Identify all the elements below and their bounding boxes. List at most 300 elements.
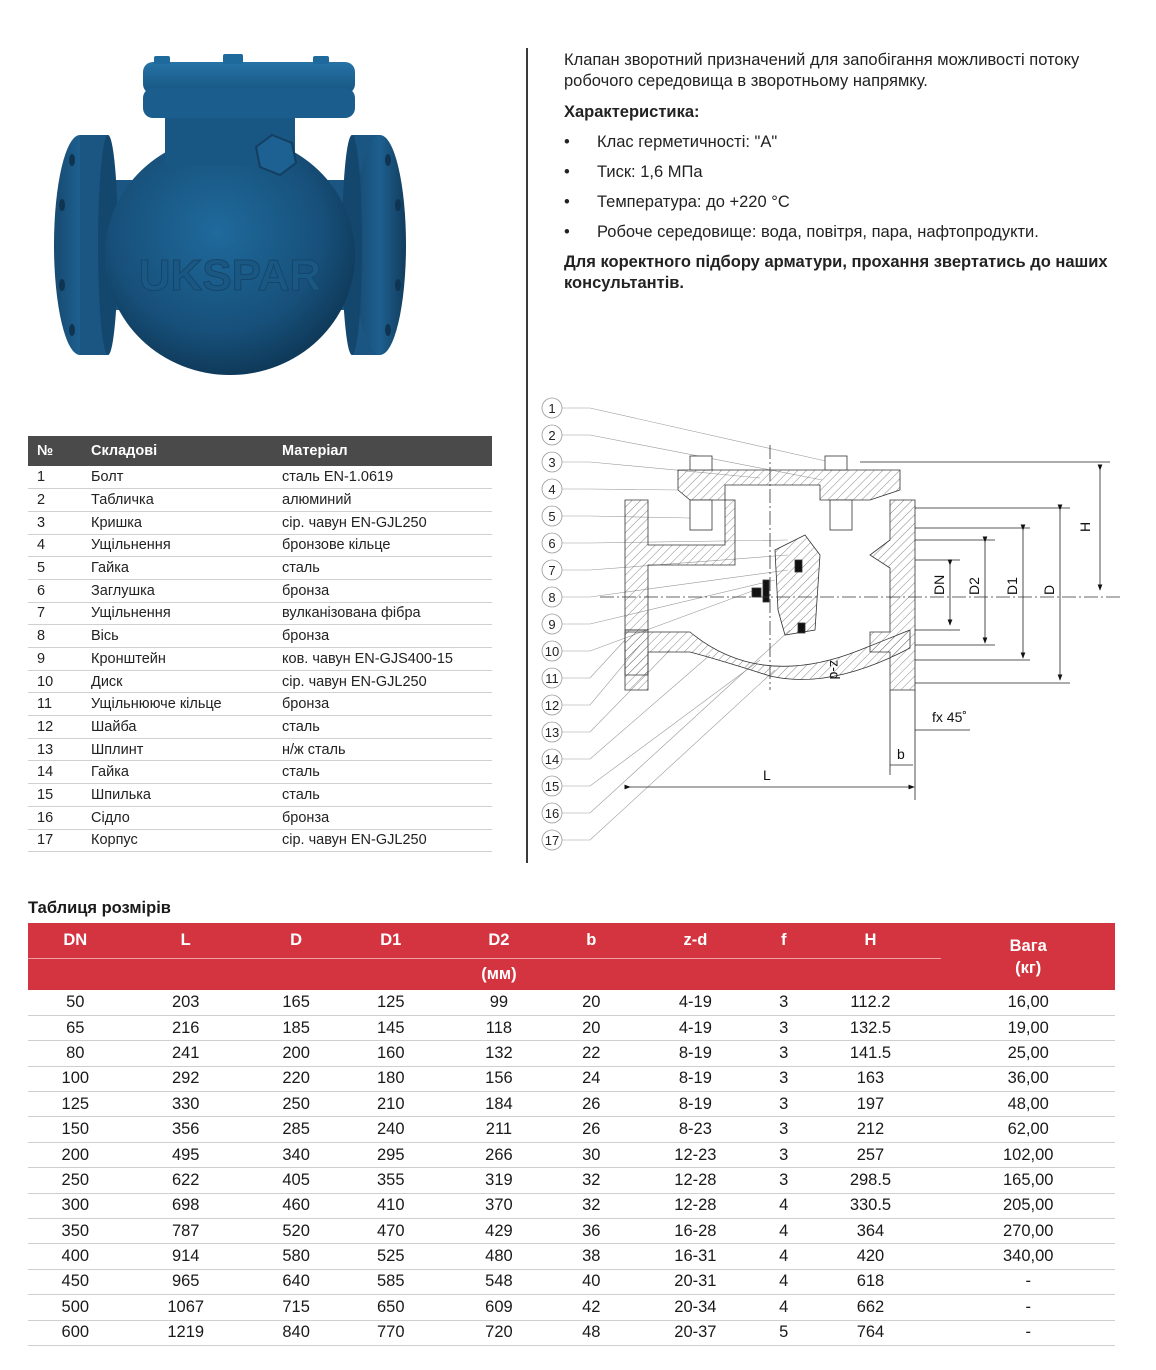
sizes-cell-l: 622 — [123, 1168, 249, 1193]
sizes-cell-f: 3 — [768, 990, 800, 1015]
sizes-cell-dn: 100 — [28, 1066, 123, 1091]
parts-row — [28, 557, 492, 580]
callout-number: 11 — [545, 671, 559, 686]
callout-1 — [542, 398, 830, 462]
sizes-cell-f: 4 — [768, 1295, 800, 1320]
sizes-cell-h: 257 — [800, 1142, 942, 1167]
sizes-cell-d: 220 — [249, 1066, 344, 1091]
sizes-cell-d2: 99 — [438, 990, 560, 1015]
callout-leader — [562, 650, 670, 732]
sizes-cell-d2: 720 — [438, 1320, 560, 1345]
parts-cell-number: 7 — [28, 602, 82, 625]
parts-cell-number: 1 — [28, 466, 82, 489]
technical-drawing — [530, 390, 1130, 860]
sizes-cell-h: 298.5 — [800, 1168, 942, 1193]
sizes-cell-weight: 16,00 — [941, 990, 1115, 1015]
sizes-row — [28, 1015, 1115, 1040]
sizes-cell-d: 405 — [249, 1168, 344, 1193]
callout-number: 15 — [544, 779, 560, 794]
callout-number: 10 — [544, 644, 560, 659]
callout-number: 13 — [544, 725, 560, 740]
callout-17 — [542, 670, 775, 850]
sizes-cell-dn: 300 — [28, 1193, 123, 1218]
sizes-cell-h: 141.5 — [800, 1041, 942, 1066]
sizes-cell-b: 40 — [560, 1269, 623, 1294]
parts-cell-material: сір. чавун EN-GJL250 — [273, 829, 492, 852]
callout-15 — [542, 660, 760, 796]
sizes-cell-d1: 410 — [343, 1193, 438, 1218]
parts-cell-component: Ущільнення — [82, 534, 273, 557]
parts-cell-component: Табличка — [82, 489, 273, 512]
sizes-table — [28, 923, 1115, 1346]
sizes-cell-d: 340 — [249, 1142, 344, 1167]
sizes-cell-l: 330 — [123, 1092, 249, 1117]
sizes-cell-zd: 4-19 — [623, 1015, 768, 1040]
sizes-cell-d1: 295 — [343, 1142, 438, 1167]
parts-cell-component: Сідло — [82, 806, 273, 829]
parts-cell-number: 16 — [28, 806, 82, 829]
sizes-cell-dn: 125 — [28, 1092, 123, 1117]
parts-row — [28, 761, 492, 784]
sizes-cell-h: 364 — [800, 1219, 942, 1244]
parts-cell-material: вулканізована фібра — [273, 602, 492, 625]
parts-cell-number: 14 — [28, 761, 82, 784]
sizes-cell-f: 3 — [768, 1168, 800, 1193]
sizes-cell-d2: 156 — [438, 1066, 560, 1091]
sizes-cell-d: 285 — [249, 1117, 344, 1142]
sizes-cell-dn: 400 — [28, 1244, 123, 1269]
parts-cell-component: Ущільнення — [82, 602, 273, 625]
sizes-cell-d: 520 — [249, 1219, 344, 1244]
sizes-cell-d1: 770 — [343, 1320, 438, 1345]
parts-row — [28, 489, 492, 512]
sizes-cell-weight: 102,00 — [941, 1142, 1115, 1167]
sizes-cell-f: 4 — [768, 1269, 800, 1294]
sizes-cell-d: 640 — [249, 1269, 344, 1294]
parts-cell-material: бронза — [273, 625, 492, 648]
sizes-cell-d1: 470 — [343, 1219, 438, 1244]
parts-cell-material: н/ж сталь — [273, 738, 492, 761]
sizes-cell-weight: 62,00 — [941, 1117, 1115, 1142]
parts-row — [28, 784, 492, 807]
sizes-cell-h: 212 — [800, 1117, 942, 1142]
sizes-cell-d: 840 — [249, 1320, 344, 1345]
characteristics-list — [564, 132, 1124, 243]
sizes-units-label: (мм) — [438, 958, 560, 990]
parts-row — [28, 716, 492, 739]
sizes-row — [28, 1295, 1115, 1320]
sizes-table-body — [28, 990, 1115, 1345]
characteristic-item: • Робоче середовище: вода, повітря, пара, нафтопродукти. — [564, 223, 1039, 241]
characteristic-item: • Тиск: 1,6 МПа — [564, 163, 703, 181]
callout-leader — [562, 489, 678, 490]
parts-cell-number: 2 — [28, 489, 82, 512]
dim-d2-label: D2 — [966, 577, 982, 595]
sizes-cell-dn: 250 — [28, 1168, 123, 1193]
sizes-cell-d2: 211 — [438, 1117, 560, 1142]
bullet-icon: • — [564, 223, 570, 241]
dim-dn-label: DN — [931, 574, 947, 595]
parts-cell-number: 11 — [28, 693, 82, 716]
sizes-cell-zd: 8-19 — [623, 1066, 768, 1091]
dim-zd-label: z-d — [827, 660, 843, 680]
product-image — [40, 40, 420, 390]
sizes-header-d2: D2 — [438, 923, 560, 958]
characteristic-item: • Температура: до +220 °С — [564, 193, 790, 211]
parts-cell-component: Шплинт — [82, 738, 273, 761]
sizes-cell-dn: 150 — [28, 1117, 123, 1142]
sizes-cell-b: 20 — [560, 990, 623, 1015]
column-divider — [526, 48, 528, 863]
sizes-table-title: Таблиця розмірів — [28, 899, 171, 917]
callout-number: 17 — [544, 833, 560, 848]
sizes-cell-b: 26 — [560, 1117, 623, 1142]
sizes-cell-d: 200 — [249, 1041, 344, 1066]
sizes-cell-d: 460 — [249, 1193, 344, 1218]
characteristics-title: Характеристика: — [564, 103, 700, 121]
sizes-cell-dn: 500 — [28, 1295, 123, 1320]
parts-row — [28, 670, 492, 693]
sizes-cell-weight: - — [941, 1320, 1115, 1345]
sizes-header-d1: D1 — [343, 923, 438, 958]
sizes-cell-zd: 8-19 — [623, 1092, 768, 1117]
parts-cell-number: 4 — [28, 534, 82, 557]
callout-number: 6 — [548, 536, 556, 551]
callout-number: 2 — [548, 428, 556, 443]
callout-leader — [562, 408, 830, 462]
sizes-cell-l: 292 — [123, 1066, 249, 1091]
sizes-cell-zd: 20-37 — [623, 1320, 768, 1345]
brand-embossing: UKSPAR — [138, 251, 322, 300]
sizes-header-b: b — [560, 923, 623, 958]
sizes-cell-d1: 525 — [343, 1244, 438, 1269]
sizes-cell-d2: 480 — [438, 1244, 560, 1269]
sizes-cell-d2: 319 — [438, 1168, 560, 1193]
parts-cell-component: Вісь — [82, 625, 273, 648]
parts-row — [28, 602, 492, 625]
sizes-cell-weight: - — [941, 1295, 1115, 1320]
parts-cell-number: 8 — [28, 625, 82, 648]
callout-16 — [542, 630, 790, 823]
parts-cell-material: бронза — [273, 693, 492, 716]
sizes-header-zd: z-d — [623, 923, 768, 958]
sizes-cell-weight: 205,00 — [941, 1193, 1115, 1218]
sizes-cell-d1: 650 — [343, 1295, 438, 1320]
parts-cell-material: сір. чавун EN-GJL250 — [273, 511, 492, 534]
sizes-cell-zd: 8-23 — [623, 1117, 768, 1142]
parts-cell-component: Кронштейн — [82, 648, 273, 671]
sizes-cell-l: 1067 — [123, 1295, 249, 1320]
parts-cell-material: алюминий — [273, 489, 492, 512]
callout-number: 16 — [544, 806, 560, 821]
callout-number: 5 — [548, 509, 556, 524]
sizes-cell-h: 132.5 — [800, 1015, 942, 1040]
parts-header-row — [28, 436, 492, 466]
sizes-cell-f: 4 — [768, 1193, 800, 1218]
sizes-header-dn: DN — [28, 923, 123, 958]
product-description — [564, 50, 1124, 294]
sizes-cell-dn: 200 — [28, 1142, 123, 1167]
parts-row — [28, 693, 492, 716]
parts-row — [28, 738, 492, 761]
callout-leader — [562, 580, 775, 624]
callout-number: 12 — [544, 698, 560, 713]
callout-leader — [562, 640, 625, 678]
dim-chamfer-label: fx 45˚ — [932, 709, 968, 725]
sizes-cell-b: 32 — [560, 1168, 623, 1193]
callout-number: 7 — [548, 563, 556, 578]
bullet-icon: • — [564, 133, 570, 151]
parts-row — [28, 534, 492, 557]
sizes-cell-zd: 12-23 — [623, 1142, 768, 1167]
sizes-cell-f: 3 — [768, 1142, 800, 1167]
sizes-cell-d2: 184 — [438, 1092, 560, 1117]
sizes-cell-b: 24 — [560, 1066, 623, 1091]
sizes-header-d: D — [249, 923, 344, 958]
parts-cell-component: Гайка — [82, 761, 273, 784]
parts-cell-number: 12 — [28, 716, 82, 739]
sizes-cell-weight: 36,00 — [941, 1066, 1115, 1091]
callout-number: 9 — [548, 617, 556, 632]
sizes-cell-weight: 19,00 — [941, 1015, 1115, 1040]
sizes-cell-b: 32 — [560, 1193, 623, 1218]
sizes-cell-l: 698 — [123, 1193, 249, 1218]
sizes-cell-b: 38 — [560, 1244, 623, 1269]
sizes-header-l: L — [123, 923, 249, 958]
sizes-cell-d2: 609 — [438, 1295, 560, 1320]
parts-row — [28, 579, 492, 602]
sizes-cell-l: 495 — [123, 1142, 249, 1167]
valve-section — [600, 445, 1120, 690]
sizes-cell-b: 42 — [560, 1295, 623, 1320]
parts-cell-material: бронза — [273, 579, 492, 602]
callout-number: 1 — [548, 401, 556, 416]
callout-number: 3 — [548, 455, 556, 470]
sizes-row — [28, 1244, 1115, 1269]
parts-cell-material: сталь — [273, 716, 492, 739]
sizes-cell-dn: 50 — [28, 990, 123, 1015]
sizes-cell-l: 241 — [123, 1041, 249, 1066]
sizes-cell-d: 165 — [249, 990, 344, 1015]
sizes-row — [28, 1193, 1115, 1218]
sizes-cell-d1: 180 — [343, 1066, 438, 1091]
sizes-cell-b: 22 — [560, 1041, 623, 1066]
parts-table-body — [28, 466, 492, 852]
sizes-cell-h: 618 — [800, 1269, 942, 1294]
sizes-cell-zd: 12-28 — [623, 1193, 768, 1218]
callout-leader — [562, 670, 775, 840]
intro-text: Клапан зворотний призначений для запобігання можливості потоку робочого середовища в зворотньому напрямку. — [564, 51, 1080, 90]
sizes-row — [28, 990, 1115, 1015]
sizes-cell-zd: 8-19 — [623, 1041, 768, 1066]
callout-13 — [542, 650, 670, 742]
parts-cell-component: Гайка — [82, 557, 273, 580]
sizes-cell-h: 112.2 — [800, 990, 942, 1015]
sizes-cell-b: 48 — [560, 1320, 623, 1345]
callout-4 — [542, 479, 678, 499]
sizes-cell-zd: 20-31 — [623, 1269, 768, 1294]
sizes-cell-b: 26 — [560, 1092, 623, 1117]
parts-cell-material: бронза — [273, 806, 492, 829]
parts-row — [28, 806, 492, 829]
sizes-row — [28, 1041, 1115, 1066]
sizes-row — [28, 1168, 1115, 1193]
sizes-cell-l: 787 — [123, 1219, 249, 1244]
callout-leader — [562, 540, 788, 543]
sizes-cell-dn: 600 — [28, 1320, 123, 1345]
sizes-row — [28, 1142, 1115, 1167]
parts-header-component: Складові — [82, 436, 273, 466]
sizes-cell-d1: 240 — [343, 1117, 438, 1142]
valve-illustration — [40, 40, 420, 390]
sizes-cell-h: 420 — [800, 1244, 942, 1269]
sizes-cell-d: 715 — [249, 1295, 344, 1320]
parts-row — [28, 648, 492, 671]
dim-h-label: H — [1077, 521, 1093, 532]
cross-section-drawing — [530, 390, 1130, 860]
parts-cell-component: Шайба — [82, 716, 273, 739]
sizes-cell-b: 20 — [560, 1015, 623, 1040]
callout-leader — [562, 630, 790, 813]
parts-cell-material: сір. чавун EN-GJL250 — [273, 670, 492, 693]
sizes-cell-d1: 160 — [343, 1041, 438, 1066]
dim-l-label: L — [763, 767, 771, 783]
sizes-cell-weight: - — [941, 1269, 1115, 1294]
sizes-cell-b: 36 — [560, 1219, 623, 1244]
bullet-icon: • — [564, 193, 570, 211]
parts-cell-material: сталь EN-1.0619 — [273, 466, 492, 489]
parts-cell-component: Заглушка — [82, 579, 273, 602]
sizes-cell-d1: 145 — [343, 1015, 438, 1040]
parts-cell-component: Болт — [82, 466, 273, 489]
sizes-cell-d: 580 — [249, 1244, 344, 1269]
callout-number: 4 — [548, 482, 556, 497]
parts-cell-number: 13 — [28, 738, 82, 761]
sizes-cell-l: 965 — [123, 1269, 249, 1294]
sizes-cell-d2: 266 — [438, 1142, 560, 1167]
parts-cell-material: сталь — [273, 761, 492, 784]
sizes-cell-f: 3 — [768, 1092, 800, 1117]
callout-leader — [562, 660, 760, 786]
sizes-row — [28, 1117, 1115, 1142]
sizes-cell-zd: 20-34 — [623, 1295, 768, 1320]
parts-cell-number: 6 — [28, 579, 82, 602]
callout-8 — [542, 570, 788, 607]
parts-cell-number: 9 — [28, 648, 82, 671]
parts-cell-component: Диск — [82, 670, 273, 693]
dim-b-label: b — [897, 746, 905, 762]
sizes-cell-l: 914 — [123, 1244, 249, 1269]
callout-number: 14 — [544, 752, 560, 767]
sizes-header-f: f — [768, 923, 800, 958]
parts-cell-number: 10 — [28, 670, 82, 693]
sizes-cell-d2: 118 — [438, 1015, 560, 1040]
sizes-header-row — [28, 923, 1115, 958]
sizes-cell-l: 356 — [123, 1117, 249, 1142]
parts-cell-number: 3 — [28, 511, 82, 534]
sizes-cell-zd: 12-28 — [623, 1168, 768, 1193]
parts-row — [28, 625, 492, 648]
parts-header-number: № — [28, 436, 82, 466]
sizes-cell-f: 3 — [768, 1066, 800, 1091]
sizes-cell-f: 3 — [768, 1015, 800, 1040]
sizes-cell-zd: 16-31 — [623, 1244, 768, 1269]
sizes-cell-d2: 132 — [438, 1041, 560, 1066]
sizes-cell-f: 3 — [768, 1117, 800, 1142]
sizes-row — [28, 1320, 1115, 1345]
sizes-row — [28, 1219, 1115, 1244]
sizes-row — [28, 1066, 1115, 1091]
parts-row — [28, 829, 492, 852]
sizes-cell-l: 1219 — [123, 1320, 249, 1345]
sizes-cell-f: 4 — [768, 1244, 800, 1269]
sizes-cell-weight: 270,00 — [941, 1219, 1115, 1244]
sizes-cell-weight: 340,00 — [941, 1244, 1115, 1269]
sizes-cell-h: 330.5 — [800, 1193, 942, 1218]
sizes-cell-d2: 548 — [438, 1269, 560, 1294]
parts-cell-material: ков. чавун EN-GJS400-15 — [273, 648, 492, 671]
sizes-row — [28, 1092, 1115, 1117]
parts-cell-number: 17 — [28, 829, 82, 852]
sizes-header-weight: Вага (кг) — [941, 923, 1115, 990]
sizes-cell-l: 203 — [123, 990, 249, 1015]
parts-cell-material: сталь — [273, 784, 492, 807]
sizes-cell-f: 3 — [768, 1041, 800, 1066]
sizes-header-h: H — [800, 923, 942, 958]
parts-cell-material: сталь — [273, 557, 492, 580]
sizes-cell-dn: 350 — [28, 1219, 123, 1244]
parts-cell-component: Ущільнююче кільце — [82, 693, 273, 716]
parts-cell-component: Корпус — [82, 829, 273, 852]
characteristic-item: • Клас герметичності: "А" — [564, 133, 778, 151]
sizes-cell-zd: 16-28 — [623, 1219, 768, 1244]
callout-5 — [542, 506, 690, 526]
sizes-cell-dn: 65 — [28, 1015, 123, 1040]
sizes-cell-d2: 370 — [438, 1193, 560, 1218]
sizes-cell-d: 250 — [249, 1092, 344, 1117]
sizes-cell-d1: 585 — [343, 1269, 438, 1294]
parts-row — [28, 466, 492, 489]
parts-cell-number: 5 — [28, 557, 82, 580]
sizes-cell-h: 764 — [800, 1320, 942, 1345]
sizes-cell-dn: 80 — [28, 1041, 123, 1066]
sizes-cell-f: 4 — [768, 1219, 800, 1244]
parts-cell-material: бронзове кільце — [273, 534, 492, 557]
sizes-cell-b: 30 — [560, 1142, 623, 1167]
dim-d-label: D — [1041, 584, 1057, 595]
sizes-cell-zd: 4-19 — [623, 990, 768, 1015]
sizes-cell-l: 216 — [123, 1015, 249, 1040]
bullet-icon: • — [564, 163, 570, 181]
sizes-cell-h: 197 — [800, 1092, 942, 1117]
parts-cell-number: 15 — [28, 784, 82, 807]
parts-table — [28, 436, 492, 852]
sizes-cell-weight: 25,00 — [941, 1041, 1115, 1066]
sizes-cell-h: 163 — [800, 1066, 942, 1091]
parts-cell-component: Шпилька — [82, 784, 273, 807]
parts-header-material: Матеріал — [273, 436, 492, 466]
sizes-cell-weight: 165,00 — [941, 1168, 1115, 1193]
sizes-row — [28, 1269, 1115, 1294]
sizes-cell-d1: 125 — [343, 990, 438, 1015]
parts-row — [28, 511, 492, 534]
parts-cell-component: Кришка — [82, 511, 273, 534]
sizes-cell-h: 662 — [800, 1295, 942, 1320]
sizes-cell-d2: 429 — [438, 1219, 560, 1244]
sizes-cell-d1: 355 — [343, 1168, 438, 1193]
sizes-cell-d1: 210 — [343, 1092, 438, 1117]
sizes-cell-dn: 450 — [28, 1269, 123, 1294]
